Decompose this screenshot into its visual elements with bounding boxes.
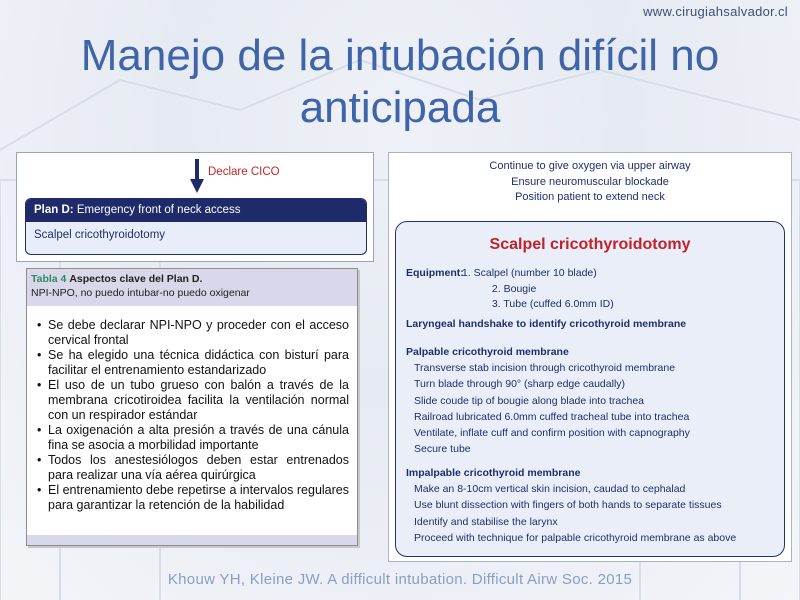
list-item: • La oxigenación a alta presión a través de una cánula fina se asocia a morbilidad importante	[37, 423, 349, 453]
slide-title	[40, 30, 760, 134]
list-item: • Se debe declarar NPI-NPO y proceder con el acceso cervical frontal	[37, 318, 349, 348]
intro-instructions	[389, 159, 791, 206]
impalpable-section	[406, 465, 736, 546]
list-item: • Se ha elegido una técnica didáctica con bisturí para facilitar el entrenamiento estandarizado	[37, 348, 349, 378]
impalpable-title: Impalpable cricothyroid membrane	[406, 467, 581, 479]
palpable-section	[406, 344, 690, 457]
laryngeal-handshake: Laryngeal handshake to identify cricothyroid membrane	[406, 318, 687, 330]
declare-cico-label: Declare CICO	[208, 166, 280, 178]
tabla-subtitle: NPI-NPO, no puedo intubar-no puedo oxigenar	[31, 287, 250, 299]
equipment-list	[462, 266, 614, 313]
tabla-list	[27, 306, 357, 513]
impalpable-step: Use blunt dissection with fingers of both hands to separate tissues	[414, 499, 722, 512]
scalpel-procedure-panel	[388, 152, 792, 562]
list-item: • El entrenamiento debe repetirse a intervalos regulares para garantizar la retención de la habilidad	[37, 483, 349, 513]
equipment-item: 1. Scalpel (number 10 blade)	[461, 267, 597, 279]
tabla-header	[27, 269, 357, 306]
impalpable-step: Proceed with technique for palpable cricothyroid membrane as above	[414, 531, 737, 544]
plan-d-technique: Scalpel cricothyroidotomy	[34, 229, 166, 241]
plan-d-text: Emergency front of neck access	[76, 204, 241, 216]
equipment-label: Equipment:	[406, 267, 464, 279]
tabla-title: Aspectos clave del Plan D.	[69, 273, 203, 285]
palpable-step: Ventilate, inflate cuff and confirm position with capnography	[414, 427, 690, 440]
equipment-item: 2. Bougie	[491, 282, 537, 295]
scalpel-box	[395, 221, 785, 557]
palpable-step: Transverse stab incision through cricothyroid membrane	[414, 362, 676, 375]
list-item: • Todos los anestesiólogos deben estar entrenados para realizar una vía aérea quirúrgica	[37, 453, 349, 483]
tabla-footer-bar	[27, 535, 357, 545]
plan-d-header	[26, 199, 366, 222]
palpable-step: Turn blade through 90° (sharp edge caudally)	[414, 378, 626, 391]
impalpable-step: Make an 8-10cm vertical skin incision, caudad to cephalad	[414, 483, 686, 496]
equipment-item: 3. Tube (cuffed 6.0mm ID)	[491, 298, 614, 310]
plan-d-box	[25, 198, 367, 255]
site-url: www.cirugiahsalvador.cl	[643, 4, 788, 19]
palpable-step: Slide coude tip of bougie along blade into trachea	[414, 394, 645, 407]
intro-line: Ensure neuromuscular blockade	[511, 175, 669, 188]
scalpel-title: Scalpel cricothyroidotomy	[489, 236, 691, 253]
plan-d-label: Plan D:	[34, 204, 74, 216]
equipment-row	[406, 266, 614, 313]
impalpable-step: Identify and stabilise the larynx	[414, 515, 558, 528]
palpable-step: Secure tube	[414, 443, 471, 456]
list-item: • El uso de un tubo grueso con balón a través de la membrana cricotiroidea facilita la ventilación normal con un respirador estándar	[37, 378, 349, 423]
down-arrow-icon	[190, 159, 204, 195]
citation: Khouw YH, Kleine JW. A difficult intubation. Difficult Airw Soc. 2015	[167, 571, 633, 588]
tabla-number: Tabla 4	[31, 273, 67, 285]
plan-d-panel	[16, 152, 374, 262]
intro-line: Position patient to extend neck	[515, 191, 665, 203]
slide-title-line2: anticipada	[299, 83, 501, 132]
slide-title-line1: Manejo de la intubación difícil no	[80, 31, 720, 80]
palpable-title: Palpable cricothyroid membrane	[406, 346, 569, 358]
intro-line: Continue to give oxygen via upper airway	[489, 160, 691, 172]
tabla-4-panel	[26, 268, 358, 546]
palpable-step: Railroad lubricated 6.0mm cuffed tracheal tube into trachea	[414, 410, 690, 423]
